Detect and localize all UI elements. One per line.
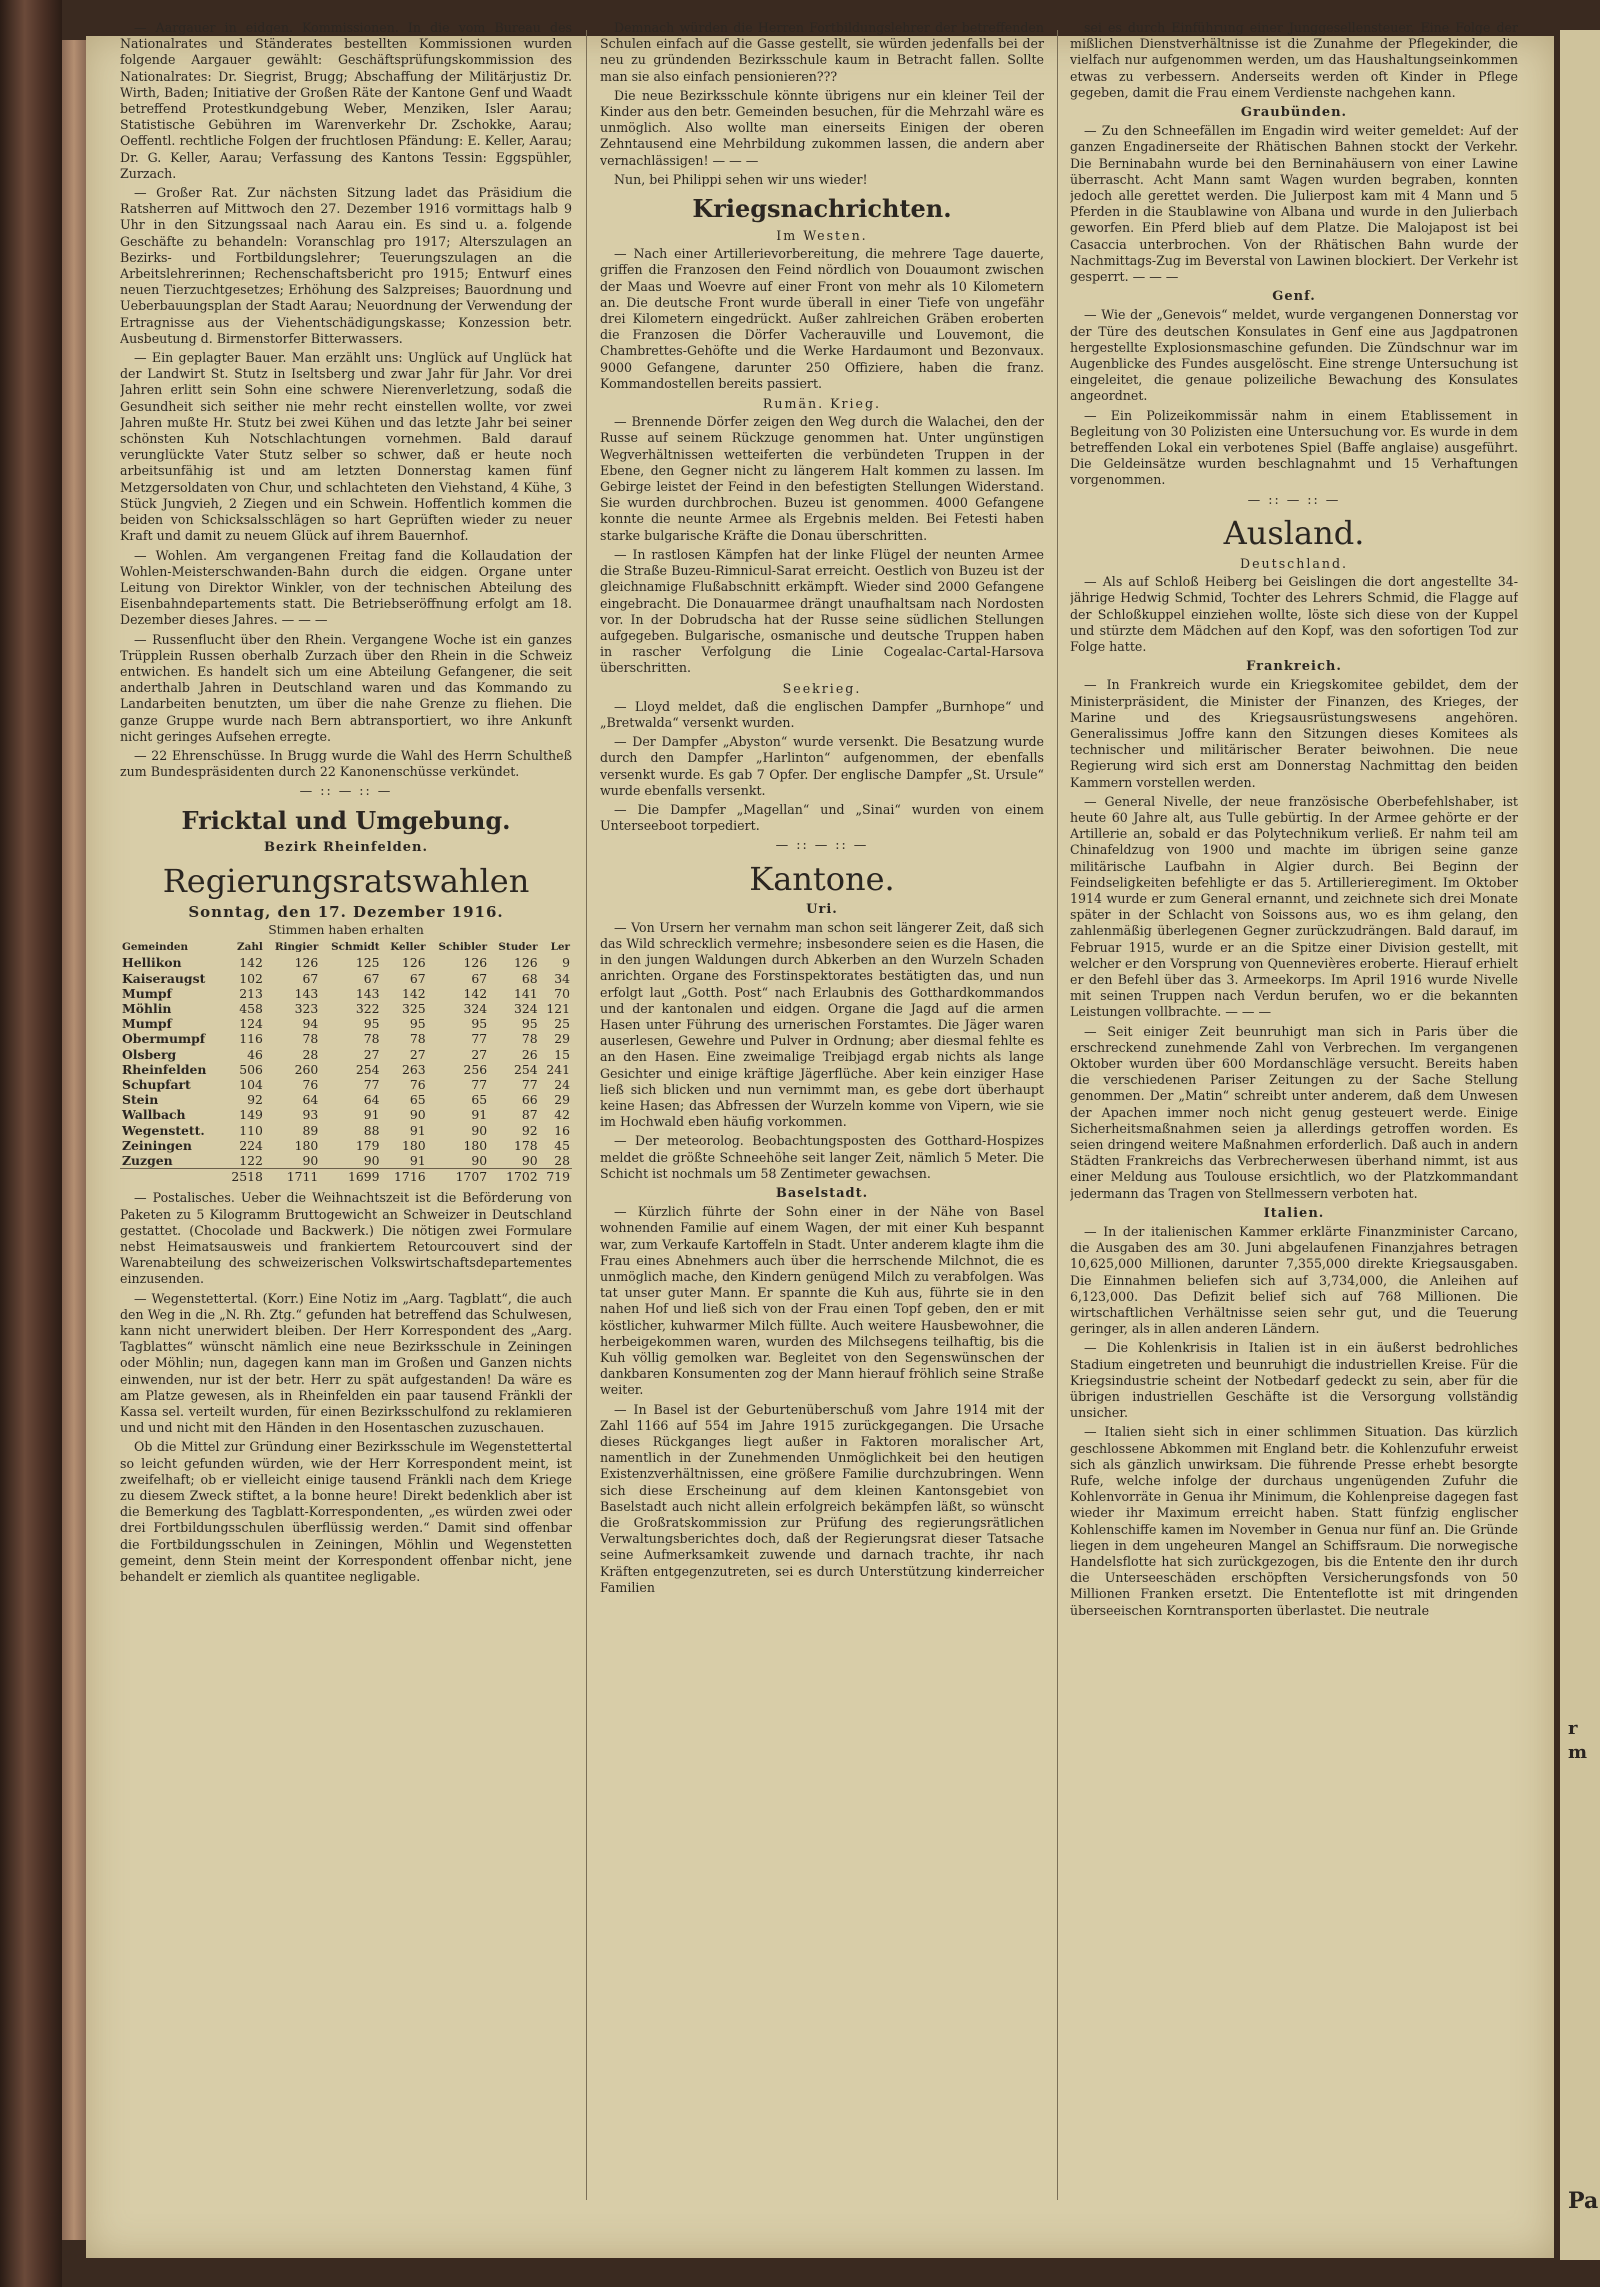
subheading-deutschland: Deutschland. <box>1239 555 1349 571</box>
municipality-cell: Olsberg <box>122 1046 177 1062</box>
vote-count-cell: 93 <box>302 1107 319 1123</box>
vote-count-cell: 77 <box>521 1076 538 1092</box>
article-lloyd: — Lloyd meldet, daß die englischen Dampfer „Burnhope“ und „Bretwalda“ versenkt wurden. <box>600 698 1044 730</box>
vote-count-cell: 67 <box>363 970 380 986</box>
table-row <box>120 1031 572 1046</box>
municipality-cell: Möhlin <box>122 1000 172 1016</box>
vote-count-cell: 77 <box>471 1031 488 1047</box>
vote-count-cell: 324 <box>463 1000 488 1016</box>
total-cell: 2518 <box>223 1169 265 1185</box>
subheading-im-westen: Im Westen. <box>776 228 868 244</box>
column-header: Ringier <box>274 941 319 954</box>
table-total-row <box>120 1169 572 1185</box>
vote-count-cell: 178 <box>513 1137 538 1153</box>
vote-count-cell: 77 <box>471 1076 488 1092</box>
vote-count-cell: 213 <box>239 985 263 1001</box>
vote-count-cell: 95 <box>471 1016 488 1032</box>
subheading-frankreich: Frankreich. <box>1246 659 1342 675</box>
vote-count-cell: 76 <box>409 1076 426 1092</box>
vote-count-cell: 67 <box>471 970 488 986</box>
vote-count-cell: 241 <box>546 1061 570 1077</box>
column-header: Zahl <box>237 941 263 954</box>
table-row <box>120 1138 572 1153</box>
article-philippi: Nun, bei Philippi sehen wir uns wieder! <box>614 171 868 187</box>
vote-count-cell: 256 <box>463 1061 488 1077</box>
vote-count-cell: 78 <box>363 1031 380 1047</box>
article-paris-verbrechen: — Seit einiger Zeit beunruhigt man sich in Paris über die erschreckend zunehmende Zahl von Verbrechen. Im vergangenen Oktober wurden über 600 Mordanschläge versucht. Bereits haben die verschiedenen Pariser Zeitungen zu der Sache Stellung genommen. Der „Matin“ schreibt unter anderem, daß dem Unwesen der Apachen immer noch nicht genug gesteuert werde. Einige Sicherheitsmaßnahmen seien ja allerdings getroffen worden. Es seien dringend weitere Maßnahmen erforderlich. Daß auch in andern Städten Frankreichs das Verbrecherwesen überhand nimmt, ist aus einer Meldung aus Toulouse ersichtlich, wo der Platzkommandant jedermann das Tragen von Stellmessern verboten hat. <box>1070 1023 1518 1201</box>
vote-count-cell: 29 <box>554 1031 570 1047</box>
vote-count-cell: 28 <box>302 1046 319 1062</box>
vote-count-cell: 16 <box>554 1122 570 1138</box>
article-dampfer: — Der Dampfer „Abyston“ wurde versenkt. Die Besatzung wurde durch den Dampfer „Harlinton“ aufgenommen, der ebenfalls versenkt wurde. Es gab 7 Opfer. Der englische Dampfer „St. Ursule“ wurde ebenfalls versenkt. <box>600 734 1044 798</box>
article-aargauer-kommissionen: — Aargauer in eidgen. Kommissionen. In die vom Bureau des Nationalrates und Ständerates bestellten Kommissionen wurden folgende Aargauer gewählt: Geschäftsprüfungskommission des Nationalrates: Dr. Siegrist, Brugg; Abschaffung der Militärjustiz Dr. Wirth, Baden; Initiative der Großen Räte der Kantone Genf und Waadt betreffend Protestkundgebung Weber, Menziken, Isler Aarau; Statistische Gebühren im Warenverkehr Dr. Zschokke, Aarau; Oeffentl. rechtliche Folgen der fruchtlosen Pfändung: E. Keller, Aarau; Dr. G. Keller, Aarau; Verfassung des Kantons Tessin: Eggspühler, Zurzach. <box>120 20 572 181</box>
page-stack-edge <box>62 40 86 2240</box>
vote-count-cell: 26 <box>521 1046 538 1062</box>
municipality-cell: Mumpf <box>122 985 172 1001</box>
vote-count-cell: 142 <box>463 985 488 1001</box>
article-neunte-armee: — In rastlosen Kämpfen hat der linke Flügel der neunten Armee die Straße Buzeu-Rimnicul-Sarat erreicht. Oestlich von Buzeu ist der gleichnamige Flußabschnitt erkämpft. Wieder sind 2000 Gefangene eingebracht. Die Donauarmee drängt unaufhaltsam nach Nordosten vor. In der Dobrudscha hat der Russe seine südlichen Stellungen aufgegeben. Bulgarische, osmanische und deutsche Truppen haben in rascher Verfolgung die Linie Cogealac-Cartal-Harsova überschritten. <box>600 546 1044 676</box>
vote-count-cell: 322 <box>355 1000 380 1016</box>
section-heading-kriegsnachrichten: Kriegsnachrichten. <box>692 194 952 224</box>
section-heading-fricktal: Fricktal und Umgebung. <box>181 805 511 835</box>
vote-count-cell: 142 <box>401 985 426 1001</box>
table-row <box>120 1153 572 1169</box>
column-header: Studer <box>498 941 538 954</box>
vote-count-cell: 110 <box>239 1122 263 1138</box>
table-row <box>120 986 572 1001</box>
column-header: Keller <box>390 941 426 954</box>
article-general-nivelle: — General Nivelle, der neue französische Oberbefehlshaber, ist heute 60 Jahre alt, aus Tulle gebürtig. In der Armee gehörte er der Artillerie an, sobald er das Polytechnikum verließ. Er nahm teil am Chinafeldzug von 1900 und machte im übrigen seine ganze militärische Laufbahn in Algier durch. Bei Beginn der Feindseligkeiten befehligte er das 5. Artillerieregiment. Im Oktober 1914 wurde er zum General ernannt, und zeichnete sich drei Monate später in der Schlacht von Soissons aus, wo es ihm gelang, den zahlenmäßig überlegenen Gegner zurückzudrängen. Bald darauf, im Februar 1915, wurde er an die Spitze einer Division gestellt, mit welcher er den Vorsprung von Quennevières eroberte. Hierauf erhielt er den Befehl über das 3. Armeekorps. Im April 1916 wurde Nivelle mit seinen Truppen nach Verdun berufen, wo er die bekannten Leistungen vollbrachte. — — — <box>1070 793 1518 1020</box>
article-genf-spiel: — Ein Polizeikommissär nahm in einem Etablissement in Begleitung von 30 Polizisten eine Untersuchung vor. Es wurde in dem betreffenden Lokal ein verbotenes Spiel (Baffe anglaise) ausgeführt. Die Geldeinsätze wurden beschlagnahmt und 15 Verhaftungen vorgenommen. <box>1070 407 1518 488</box>
vote-count-cell: 78 <box>521 1031 538 1047</box>
municipality-cell: Wallbach <box>122 1107 186 1123</box>
vote-count-cell: 78 <box>409 1031 426 1047</box>
article-geplagter-bauer: — Ein geplagter Bauer. Man erzählt uns: Unglück auf Unglück hat der Landwirt St. Stutz in Iseltsberg und zwar Jahr für Jahr. Vor drei Jahren erlitt sein Sohn eine schwere Nierenverletzung, sodaß die Gesundheit sich seither nie mehr recht einstellen wollte, vor zwei Jahren mußte Hr. Stutz bei zwei Kühen und das letzte Jahr bei seiner schönsten Kuh Notschlachtungen vornehmen. Bald darauf verunglückte Vater Stutz selber so schwer, daß er heute noch arbeitsunfähig ist und am letzten Donnerstag kamen fünf Metzgersoldaten von Chur, und schlachteten den Viehstand, 4 Kühe, 3 Stück Jungvieh, 2 Ziegen und ein Schwein. Hoffentlich kommen die beiden von Schicksalsschlägen so hart Geprüften wieder zu neuer Kraft und damit zu neuem Glück auf ihrem Bauernhof. <box>120 350 572 544</box>
article-ursern-hasen: — Von Ursern her vernahm man schon seit längerer Zeit, daß sich das Wild schrecklich vermehre; insbesondere seien es die Hasen, die in den jungen Waldungen durch Abkerben an den Wurzeln Schaden anrichten. Organe des Forstinspektorates bestätigten das, und nun erfolgt laut „Gotth. Post“ nach Erlaubnis des Gotthardkommandos und der kantonalen und eidgen. Organe die Jagd auf die armen Hasen unter Führung des urnerischen Forstamtes. Die Jäger waren auserlesen, Gewehre und Pulver in Ordnung; aber diesmal fehlte es an den Hasen. Eine zweimalige Treibjagd ergab nichts als lange Gesichter und einige kräftige Jägerflüche. Aber kein einziger Hase ließ sich blicken und nun vernimmt man, es gebe dort überhaupt keine Hasen; das Abfressen der Wurzeln komme von Vipern, wie sie im Hochwald eben häufig vorkommen. <box>600 919 1044 1130</box>
vote-count-cell: 27 <box>471 1046 488 1062</box>
table-row <box>120 1077 572 1092</box>
vote-count-cell: 143 <box>355 985 380 1001</box>
article-magellan: — Die Dampfer „Magellan“ und „Sinai“ wurden von einem Unterseeboot torpediert. <box>600 801 1044 834</box>
municipality-cell: Rheinfelden <box>122 1061 207 1077</box>
article-wegenstettertal-cont2: Demnach würden die Herren Fortbildungslehrer der betreffenden Schulen einfach auf die Gasse gestellt, sie würden jedenfalls bei der neu zu gründenden Bezirksschule kaum in Betracht fallen. Sollte man sie also einfach pensionieren??? <box>600 20 1044 84</box>
vote-count-cell: 116 <box>239 1031 263 1047</box>
total-cell: 719 <box>540 1169 572 1185</box>
table-header-row <box>120 940 572 955</box>
vote-count-cell: 92 <box>247 1092 263 1108</box>
vote-count-cell: 180 <box>401 1137 426 1153</box>
subheading-rumaen-krieg: Rumän. Krieg. <box>762 396 882 412</box>
table-row <box>120 1047 572 1062</box>
subheading-graubuenden: Graubünden. <box>1240 105 1348 121</box>
vote-count-cell: 91 <box>409 1122 426 1138</box>
article-grosser-rat: — Großer Rat. Zur nächsten Sitzung ladet das Präsidium die Ratsherren auf Mittwoch den 27. Dezember 1916 vormittags halb 9 Uhr in den Sitzungssaal nach Aarau ein. Es sind u. a. folgende Geschäfte zu behandeln: Voranschlag pro 1917; Alterszulagen an Bezirks- und Fortbildungslehrer; Teuerungszulagen an die Arbeitslehrerinnen; Rechenschaftsbericht pro 1915; Entwurf eines neuen Tierzuchtgesetzes; Erhöhung des Salzpreises; Bauordnung und Ueberbauungsplan der Stadt Aarau; Neuordnung der Verwendung der Ertragnisse aus der Viehentschädigungskasse; Konzession betr. Ausbeutung d. Birmenstorfer Bitterwassers. <box>120 185 572 346</box>
article-genf-konsulat: — Wie der „Genevois“ meldet, wurde vergangenen Donnerstag vor der Türe des deutschen Konsulates in Genf eine aus Jagdpatronen hergestellte Explosionsmaschine gefunden. Die Zündschnur war im Augenblicke des Fundes ausgelöscht. Eine strenge Untersuchung ist eingeleitet, die genaue polizeiliche Bewachung des Konsulates angeordnet. <box>1070 307 1518 404</box>
table-row <box>120 971 572 986</box>
vote-count-cell: 260 <box>294 1061 319 1077</box>
vote-count-cell: 104 <box>239 1076 263 1092</box>
municipality-cell: Kaiseraugst <box>122 970 206 986</box>
vote-count-cell: 94 <box>302 1016 319 1032</box>
subheading-italien: Italien. <box>1263 1205 1325 1221</box>
vote-count-cell: 67 <box>302 970 319 986</box>
vote-count-cell: 65 <box>409 1092 426 1108</box>
vote-count-cell: 180 <box>294 1137 319 1153</box>
vote-count-cell: 323 <box>294 1000 319 1016</box>
vote-count-cell: 92 <box>521 1122 538 1138</box>
vote-count-cell: 124 <box>239 1016 263 1032</box>
column-header: Schmidt <box>331 941 380 954</box>
vote-count-cell: 126 <box>294 955 319 971</box>
municipality-cell: Stein <box>122 1092 159 1108</box>
total-cell: 1707 <box>428 1169 490 1185</box>
table-row <box>120 1001 572 1016</box>
vote-count-cell: 25 <box>554 1016 570 1032</box>
table-row <box>120 1107 572 1122</box>
vote-count-cell: 34 <box>554 970 570 986</box>
section-divider: — :: — :: — <box>1247 491 1341 507</box>
vote-count-cell: 95 <box>409 1016 426 1032</box>
vote-count-cell: 90 <box>363 1153 380 1168</box>
column-rule <box>1057 30 1058 2200</box>
article-russenflucht: — Russenflucht über den Rhein. Vergangene Woche ist ein ganzes Trüpplein Russen oberhalb Zurzach über den Rhein in die Schweiz entwichen. Es handelt sich um eine Abteilung Gefangener, die seit anderthalb Jahren in Deutschland waren und das Kommando zu Landarbeiten benutzten, um über die nahe Grenze zu fliehen. Die ganze Gruppe wurde nach Bern abtransportiert, wo ihre Ankunft nicht geringes Aufsehen erregte. <box>120 631 572 744</box>
vote-count-cell: 142 <box>239 955 263 971</box>
total-cell: 1702 <box>489 1169 540 1185</box>
vote-count-cell: 27 <box>409 1046 426 1062</box>
vote-count-cell: 90 <box>302 1153 319 1168</box>
table-row <box>120 1092 572 1107</box>
vote-count-cell: 506 <box>239 1061 263 1077</box>
article-bezirksschule: Die neue Bezirksschule könnte übrigens nur ein kleiner Teil der Kinder aus den betr. Gemeinden besuchen, für die Mehrzahl wäre es unmöglich. Also wollte man einerseits Einigen der oberen Zehntausend eine Mehrbildung zukommen lassen, die andern aber vernachlässigen! — — — <box>600 87 1044 168</box>
section-divider: — :: — :: — <box>775 837 869 853</box>
article-basel-kuh: — Kürzlich führte der Sohn einer in der Nähe von Basel wohnenden Familie auf einem Wagen, der mit einer Kuh bespannt war, zum Verkaufe Kartoffeln in Stadt. Unter anderem klagte ihm die Frau eines Abnehmers auch über die herrschende Milchnot, die es unmöglich mache, den Kindern genügend Milch zu verabfolgen. Was tat unser guter Mann. Er spannte die Kuh aus, führte sie in den nahen Hof und ließ sich von der Frau einen Topf geben, den er mit köstlicher, kuhwarmer Milch füllte. Auch weitere Hausbewohner, die herbeigekommen waren, wurden des Milchsegens teilhaftig, bis die Kuh völlig gemolken war. Begleitet von den Segenswünschen der dankbaren Konsumenten zog der Mann hierauf fröhlich seine Straße weiter. <box>600 1204 1044 1398</box>
vote-count-cell: 45 <box>554 1137 570 1153</box>
total-cell <box>120 1169 223 1185</box>
article-wohlen: — Wohlen. Am vergangenen Freitag fand die Kollaudation der Wohlen-Meisterschwanden-Bahn durch die eidgen. Organe unter Leitung von Direktor Winkler, von der technischen Abteilung des Eisenbahndepartements statt. Die Betriebseröffnung erfolgt am 18. Dezember dieses Jahres. — — — <box>120 547 572 628</box>
subheading-seekrieg: Seekrieg. <box>782 680 862 696</box>
vote-count-cell: 87 <box>521 1107 538 1123</box>
municipality-cell: Obermumpf <box>122 1031 206 1047</box>
vote-count-cell: 224 <box>239 1137 263 1153</box>
adjacent-page-edge <box>1560 30 1600 2260</box>
column-3 <box>1070 20 1518 2200</box>
section-divider: — :: — :: — <box>299 783 393 799</box>
vote-count-cell: 126 <box>463 955 488 971</box>
table-row <box>120 1123 572 1138</box>
municipality-cell: Zuzgen <box>122 1153 173 1168</box>
vote-count-cell: 91 <box>363 1107 380 1123</box>
adjacent-page-fragment: m <box>1568 1742 1588 1763</box>
vote-count-cell: 91 <box>471 1107 488 1123</box>
vote-count-cell: 263 <box>401 1061 426 1077</box>
table-row <box>120 1016 572 1031</box>
article-ehrenschuesse: — 22 Ehrenschüsse. In Brugg wurde die Wahl des Herrn Schultheß zum Bundespräsidenten durch 22 Kanonenschüsse verkündet. <box>120 747 572 780</box>
vote-count-cell: 325 <box>401 1000 426 1016</box>
vote-count-cell: 46 <box>247 1046 263 1062</box>
vote-count-cell: 29 <box>554 1092 570 1108</box>
subheading-bezirk: Bezirk Rheinfelden. <box>263 839 429 855</box>
vote-count-cell: 91 <box>409 1153 426 1168</box>
vote-count-cell: 90 <box>521 1153 538 1168</box>
vote-count-cell: 141 <box>513 985 538 1001</box>
vote-count-cell: 95 <box>363 1016 380 1032</box>
vote-count-cell: 122 <box>239 1153 263 1168</box>
vote-count-cell: 78 <box>302 1031 319 1047</box>
article-wegenstettertal: — Wegenstettertal. (Korr.) Eine Notiz im „Aarg. Tagblatt“, die auch den Weg in die „N. Rh. Ztg.“ gefunden hat betreffend das Schulwesen, kann nicht unerwidert bleiben. Der Herr Korrespondent des „Aarg. Tagblattes“ wünscht nämlich eine neue Bezirksschule in Zeiningen oder Möhlin; nun, dagegen kann man im Großen und Ganzen nichts einwenden, nur ist der betr. Herr zu spät aufgestanden! Da wäre es am Platze gewesen, als in Rheinfelden ein paar tausend Fränkli der Kassa sel. verteilt wurden, für einen Bezirksschulfond zu reklamieren und und nicht mit den Händen in den Hosentaschen zuzuschauen. <box>120 1290 572 1436</box>
article-postalisches: — Postalisches. Ueber die Weihnachtszeit ist die Beförderung von Paketen zu 5 Kilogramm Bruttogewicht an Schweizer in Deutschland gestattet. (Chocolade und Backwerk.) Die nötigen zwei Formulare nebst Heimatsausweis und frankiertem Retourcouvert sind der Warenabteilung des schweizerischen Volkswirtschaftsdepartementes einzusenden. <box>120 1190 572 1287</box>
subheading-uri: Uri. <box>806 901 838 917</box>
total-cell: 1716 <box>382 1169 428 1185</box>
total-cell: 1699 <box>320 1169 381 1185</box>
vote-count-cell: 77 <box>363 1076 380 1092</box>
article-basel-geburten: — In Basel ist der Geburtenüberschuß vom Jahre 1914 mit der Zahl 1166 auf 554 im Jahre 1915 zurückgegangen. Die Ursache dieses Rückganges liegt außer in Faktoren moralischer Art, namentlich in der Zunehmenden Unmöglichkeit bei den heutigen Existenzverhältnissen, eine größere Familie durchzubringen. Wenn sich diese Erscheinung auf dem kleinen Kantonsgebiet von Baselstadt auch nicht allein erfolgreich bekämpfen läßt, so wünscht die Großratskommission zur Prüfung des regierungsrätlichen Verwaltungsberichtes doch, daß der Regierungsrat dieser Tatsache seine Aufmerksamkeit zuwende und darnach trachte, ihr nach Kräften entgegenzutreten, sei es durch Unterstützung kinderreicher Familien <box>600 1401 1044 1595</box>
subheading-genf: Genf. <box>1272 289 1316 305</box>
section-heading-kantone: Kantone. <box>749 859 895 898</box>
column-2 <box>600 20 1044 2200</box>
column-header: Schibler <box>438 941 488 954</box>
vote-count-cell: 42 <box>554 1107 570 1123</box>
municipality-cell: Wegenstett. <box>122 1122 205 1138</box>
article-kohlenkrisis: — Die Kohlenkrisis in Italien ist in ein äußerst bedrohliches Stadium eingetreten und beunruhigt die industriellen Kreise. Für die Kriegsindustrie scheint der Notbedarf gedeckt zu sein, aber für die übrigen industriellen Geschäfte ist die Versorgung vollständig unsicher. <box>1070 1340 1518 1421</box>
article-gotthard-schnee: — Der meteorolog. Beobachtungsposten des Gotthard-Hospizes meldet die größte Schneehöhe seit langer Zeit, nämlich 5 Meter. Die Schicht ist nochmals um 58 Zentimeter gewachsen. <box>600 1133 1044 1181</box>
section-heading-ausland: Ausland. <box>1223 513 1365 552</box>
vote-count-cell: 76 <box>302 1076 319 1092</box>
municipality-cell: Hellikon <box>122 955 182 971</box>
article-wegenstettertal-cont: Ob die Mittel zur Gründung einer Bezirksschule im Wegenstettertal so leicht gefunden würden, wie der Herr Korrespondent meint, ist zweifelhaft; ob er vielleicht einige tausend Fränkli nach dem Kriege zu diesem Zweck stiftet, a la bonne heure! Direkt bedenklich aber ist die Bemerkung des Tagblatt-Korrespondenten, „es würden zwei oder drei Fortbildungsschulen überflüssig werden.“ Damit sind offenbar die Fortbildungsschulen in Zeiningen, Möhlin und Wegenstetten gemeint, denn Stein meint der Korrespondent offenbar nicht, jene behandelt er ziemlich als quantitee negligable. <box>120 1439 572 1585</box>
article-pflegekinder: sei es durch Einführung einer Junggesellensteuer. Eine Folge der mißlichen Dienstverhältnisse ist die Zunahme der Pflegekinder, die vielfach nur aufgenommen werden, um das Haushaltungseinkommen etwas zu verbessern. Anderseits werden oft Kinder in Pflege gegeben, damit die Frau einem Verdienste nachgehen kann. <box>1070 20 1518 100</box>
vote-count-cell: 24 <box>554 1076 570 1092</box>
vote-count-cell: 125 <box>355 955 380 971</box>
column-header: Ler <box>550 941 570 954</box>
municipality-cell: Zeiningen <box>122 1137 192 1153</box>
vote-count-cell: 67 <box>409 970 426 986</box>
vote-count-cell: 65 <box>471 1092 488 1108</box>
adjacent-page-fragment: Pa <box>1568 2188 1599 2214</box>
vote-count-cell: 9 <box>562 955 570 971</box>
vote-count-cell: 28 <box>554 1153 570 1168</box>
vote-count-cell: 126 <box>401 955 426 971</box>
vote-count-cell: 324 <box>513 1000 538 1016</box>
vote-count-cell: 64 <box>302 1092 319 1108</box>
vote-count-cell: 68 <box>521 970 538 986</box>
column-rule <box>586 30 587 2200</box>
table-row <box>120 1062 572 1077</box>
article-kohlenzufuhr: — Italien sieht sich in einer schlimmen Situation. Das kürzlich geschlossene Abkommen mit England betr. die Kohlenzufuhr erweist sich als gänzlich unwirksam. Die führende Presse erhebt besorgte Rufe, welche infolge der durchaus ungenügenden Zufuhr die Kohlenvorräte in Genua ihr Minimum, die Kohlenpreise dagegen fast wieder ihr Maximum erreicht haben. Statt fünfzig englischer Kohlenschiffe kamen im November in Genua nur fünf an. Die Gründe liegen in dem ungeheuren Mangel an Schiffsraum. Die norwegische Handelsflotte hat sich zurückgezogen, bis die Entente den ihr durch die Unterseeschäden erschöpften Versicherungsfonds von 50 Millionen Franken ersetzt. Die Ententeflotte ist mit dringenden überseeischen Korntransporten überlastet. Die neutrale <box>1070 1424 1518 1618</box>
vote-count-cell: 126 <box>513 955 538 971</box>
table-caption: Stimmen haben erhalten <box>268 921 424 937</box>
vote-count-cell: 102 <box>239 970 263 986</box>
vote-count-cell: 64 <box>363 1092 380 1108</box>
vote-count-cell: 70 <box>554 985 570 1001</box>
vote-count-cell: 458 <box>239 1000 263 1016</box>
election-date: Sonntag, den 17. Dezember 1916. <box>188 902 504 921</box>
vote-count-cell: 143 <box>294 985 319 1001</box>
vote-count-cell: 121 <box>546 1000 570 1016</box>
column-header: Gemeinden <box>122 941 189 954</box>
vote-count-cell: 66 <box>521 1092 538 1108</box>
article-finanzminister: — In der italienischen Kammer erklärte Finanzminister Carcano, die Ausgaben des am 30. Juni abgelaufenen Finanzjahres betragen 10,625,000 Millionen, darunter 7,355,000 direkte Kriegsausgaben. Die Einnahmen beliefen sich auf 3,734,000, die Anleihen auf 6,123,000. Das Defizit belief sich auf 768 Millionen. Die wirtschaftlichen Verhältnisse seien sehr gut, und die Teuerung geringer, als in allen anderen Ländern. <box>1070 1224 1518 1337</box>
adjacent-page-fragment: r <box>1568 1718 1578 1739</box>
book-binding <box>0 0 62 2287</box>
vote-count-cell: 15 <box>554 1046 570 1062</box>
total-cell: 1711 <box>265 1169 320 1185</box>
article-engadin-schnee: — Zu den Schneefällen im Engadin wird weiter gemeldet: Auf der ganzen Engadinerseite der Rhätischen Bahnen stockt der Verkehr. Die Berninabahn wurde bei den Berninahäusern von einer Lawine überrascht. Acht Mann samt Wagen wurden begraben, konnten jedoch alle gerettet werden. Die Julierpost kam mit 4 Mann und 5 Pferden in die Staublawine von Albana und wurde in den Julierbach geworfen. Ein Pferd blieb auf dem Platze. Die Malojapost ist bei Casaccia unterbrochen. Von der Rhätischen Bahn wurde der Nachmittags-Zug im Beverstal von Lawinen blockiert. Der Verkehr ist gesperrt. — — — <box>1070 123 1518 285</box>
vote-count-cell: 89 <box>302 1122 319 1138</box>
article-walachei: — Brennende Dörfer zeigen den Weg durch die Walachei, den der Russe auf seinem Rückzuge genommen hat. Unter ungünstigen Wegverhältnissen wetteiferten die verbündeten Truppen in der Ebene, den Gegner nicht zu längerem Halt kommen zu lassen. Im Gebirge leistet der Feind in den befestigten Stellungen Widerstand. Sie wurden durchbrochen. Buzeu ist genommen. 4000 Gefangene konnte die neunte Armee als Ergebnis melden. Bei Fetesti haben starke bulgarische Kräfte die Donau überschritten. <box>600 414 1044 543</box>
article-douaumont: — Nach einer Artillerievorbereitung, die mehrere Tage dauerte, griffen die Franzosen den Feind nördlich von Douaumont zwischen der Maas und Woevre auf einer Front von mehr als 10 Kilometern an. Die deutsche Front wurde überall in einer Tiefe von ungefähr drei Kilometern eingedrückt. Außer zahlreichen Gräben eroberten die Franzosen die Dörfer Vacherauville und Louvemont, die Chambrettes-Gehöfte und die Werke Hardaumont und Bezonvaux. 9000 Gefangene, darunter 250 Offiziere, haben die franz. Kommandostellen bereits passiert. <box>600 246 1044 391</box>
heading-regierungsratswahlen: Regierungsratswahlen <box>162 861 530 900</box>
vote-count-cell: 90 <box>409 1107 426 1123</box>
election-results-table <box>120 940 572 1184</box>
vote-count-cell: 90 <box>471 1122 488 1138</box>
vote-count-cell: 149 <box>239 1107 263 1123</box>
vote-count-cell: 95 <box>521 1016 538 1032</box>
municipality-cell: Mumpf <box>122 1016 172 1032</box>
vote-count-cell: 254 <box>355 1061 380 1077</box>
vote-count-cell: 90 <box>471 1153 488 1168</box>
vote-count-cell: 27 <box>363 1046 380 1062</box>
column-1 <box>120 20 572 2200</box>
vote-count-cell: 180 <box>463 1137 488 1153</box>
vote-count-cell: 179 <box>355 1137 380 1153</box>
vote-count-cell: 254 <box>513 1061 538 1077</box>
table-row <box>120 955 572 970</box>
municipality-cell: Schupfart <box>122 1076 191 1092</box>
article-kriegskomitee: — In Frankreich wurde ein Kriegskomitee gebildet, dem der Ministerpräsident, die Minister der Finanzen, des Krieges, der Marine und des Kriegsausrüstungswesens angehören. Generalissimus Joffre kann den Sitzungen dieses Komitees als technischer und militärischer Berater beiwohnen. Die neue Regierung wird sich erst am Donnerstag Nachmittag den beiden Kammern vorstellen werden. <box>1070 677 1518 790</box>
article-schloss-heiberg: — Als auf Schloß Heiberg bei Geislingen die dort angestellte 34-jährige Hedwig Schmid, Tochter des Lehrers Schmid, die Flagge auf der Schloßkuppel einziehen wollte, löste sich diese von der Kuppel und stürzte dem Mädchen auf den Kopf, was den sofortigen Tod zur Folge hatte. <box>1070 574 1518 654</box>
subheading-baselstadt: Baselstadt. <box>775 1186 869 1201</box>
vote-count-cell: 88 <box>363 1122 380 1138</box>
